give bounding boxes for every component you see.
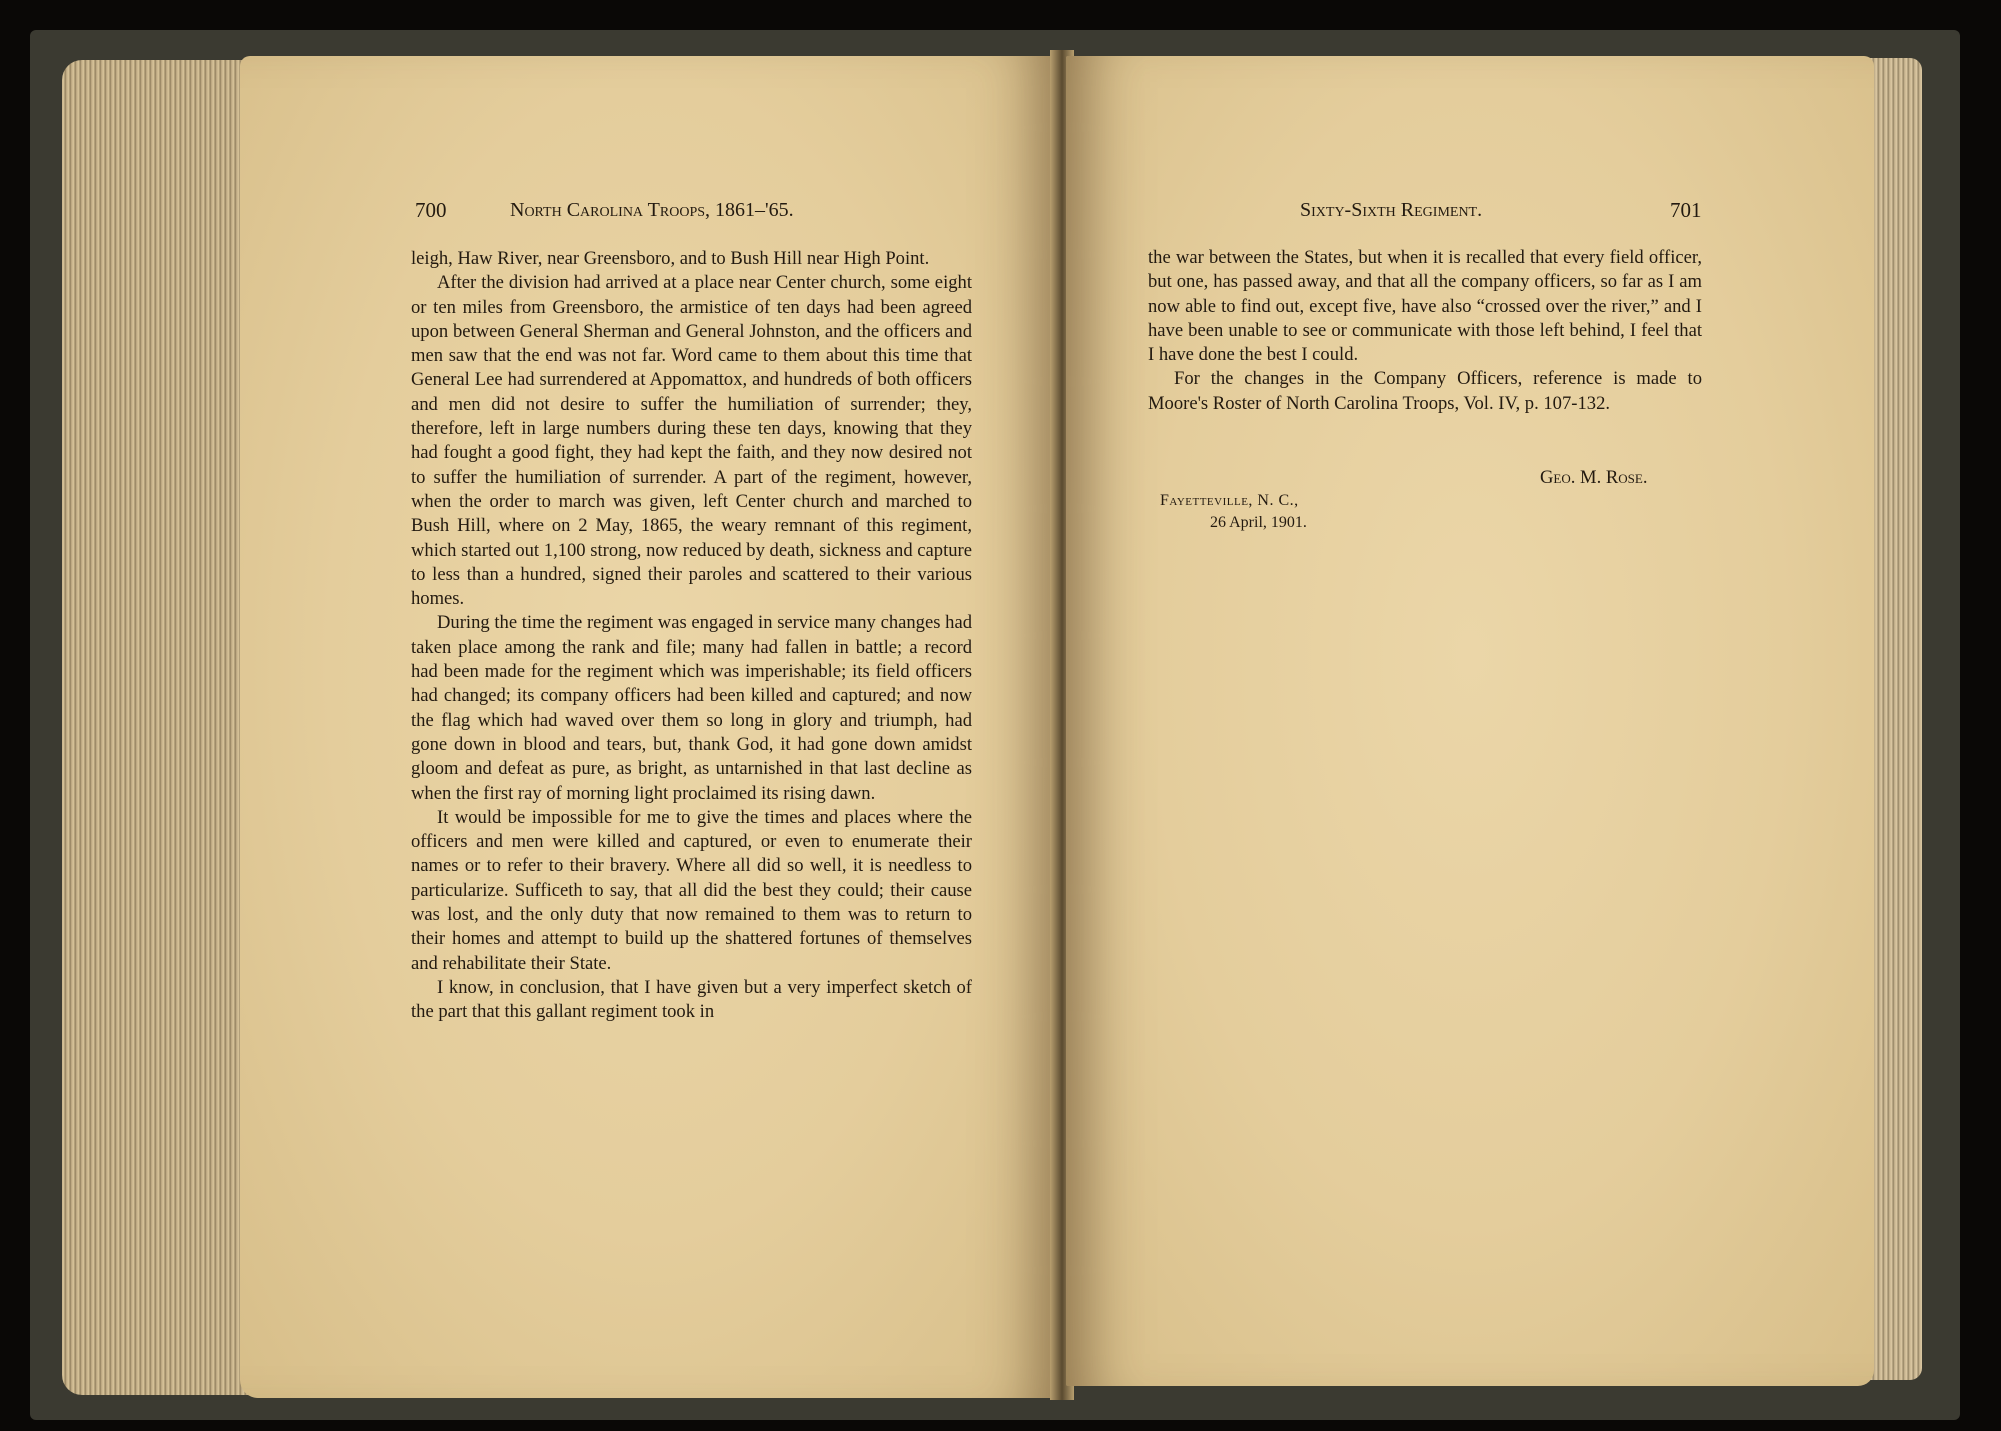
left-running-title: North Carolina Troops, 1861–'65.: [510, 199, 794, 221]
paragraph: leigh, Haw River, near Greensboro, and to Bush Hill near High Point.: [411, 248, 930, 269]
right-page-number: 701: [1670, 198, 1702, 222]
left-body-text: [411, 247, 972, 1025]
right-running-title: Sixty-Sixth Regiment.: [1300, 199, 1483, 221]
right-page: [1066, 56, 1874, 1386]
paragraph: For the changes in the Company Officers, reference is made to Moore's Roster of North Carolina Troops, Vol. IV, p. 107-132.: [1148, 368, 1702, 414]
paragraph: During the time the regiment was engaged in service many changes had taken place among the rank and file; many had fallen in battle; a record had been made for the regiment which was imperishable; its field officers had changed; its company officers had been killed and captured; and now the flag which had waved over them so long in glory and triumph, had gone down in blood and tears, but, thank God, it had gone down amidst gloom and defeat as pure, as bright, as untarnished in that last decline as when the first ray of morning light proclaimed its rising dawn.: [411, 612, 972, 804]
left-page-number: 700: [415, 198, 447, 222]
right-body-text: [1148, 246, 1702, 416]
left-page: [240, 56, 1058, 1398]
paragraph: the war between the States, but when it is recalled that every field officer, but one, has passed away, and that all the company officers, so far as I am now able to find out, except five, have also “crossed over the river,” and I have been unable to see or communicate with those left behind, I feel that I have done the best I could.: [1148, 247, 1702, 366]
signature: Geo. M. Rose.: [1540, 467, 1648, 488]
paragraph: It would be impossible for me to give the times and places where the officers and men were killed and captured, or even to enumerate their names or to refer to their bravery. Where all did so well, it is needless to particularize. Sufficeth to say, that all did the best they could; their cause was lost, and the only duty that now remained to them was to return to their homes and attempt to build up the shattered fortunes of themselves and rehabilitate their State.: [411, 806, 972, 974]
dateline-date: 26 April, 1901.: [1210, 514, 1307, 531]
page-edges-left: [62, 60, 262, 1395]
paragraph: After the division had arrived at a place near Center church, some eight or ten miles from Greensboro, the armistice of ten days had been agreed upon between General Sherman and General Johnston, and the officers and men saw that the end was not far. Word came to them about this time that General Lee had surrendered at Appomattox, and hundreds of both officers and men did not desire to suffer the humiliation of surrender; they, therefore, left in large numbers during these ten days, knowing that they had fought a good fight, they had kept the faith, and they now desired not to suffer the humiliation of surrender. A part of the regiment, however, when the order to march was given, left Center church and marched to Bush Hill, where on 2 May, 1865, the weary remnant of this regiment, which started out 1,100 strong, now reduced by death, sickness and capture to less than a hundred, signed their paroles and scattered to their various homes.: [411, 272, 972, 610]
paragraph: I know, in conclusion, that I have given but a very imperfect sketch of the part that this gallant regiment took in: [411, 976, 972, 1023]
dateline-place: Fayetteville, N. C.,: [1160, 492, 1299, 509]
